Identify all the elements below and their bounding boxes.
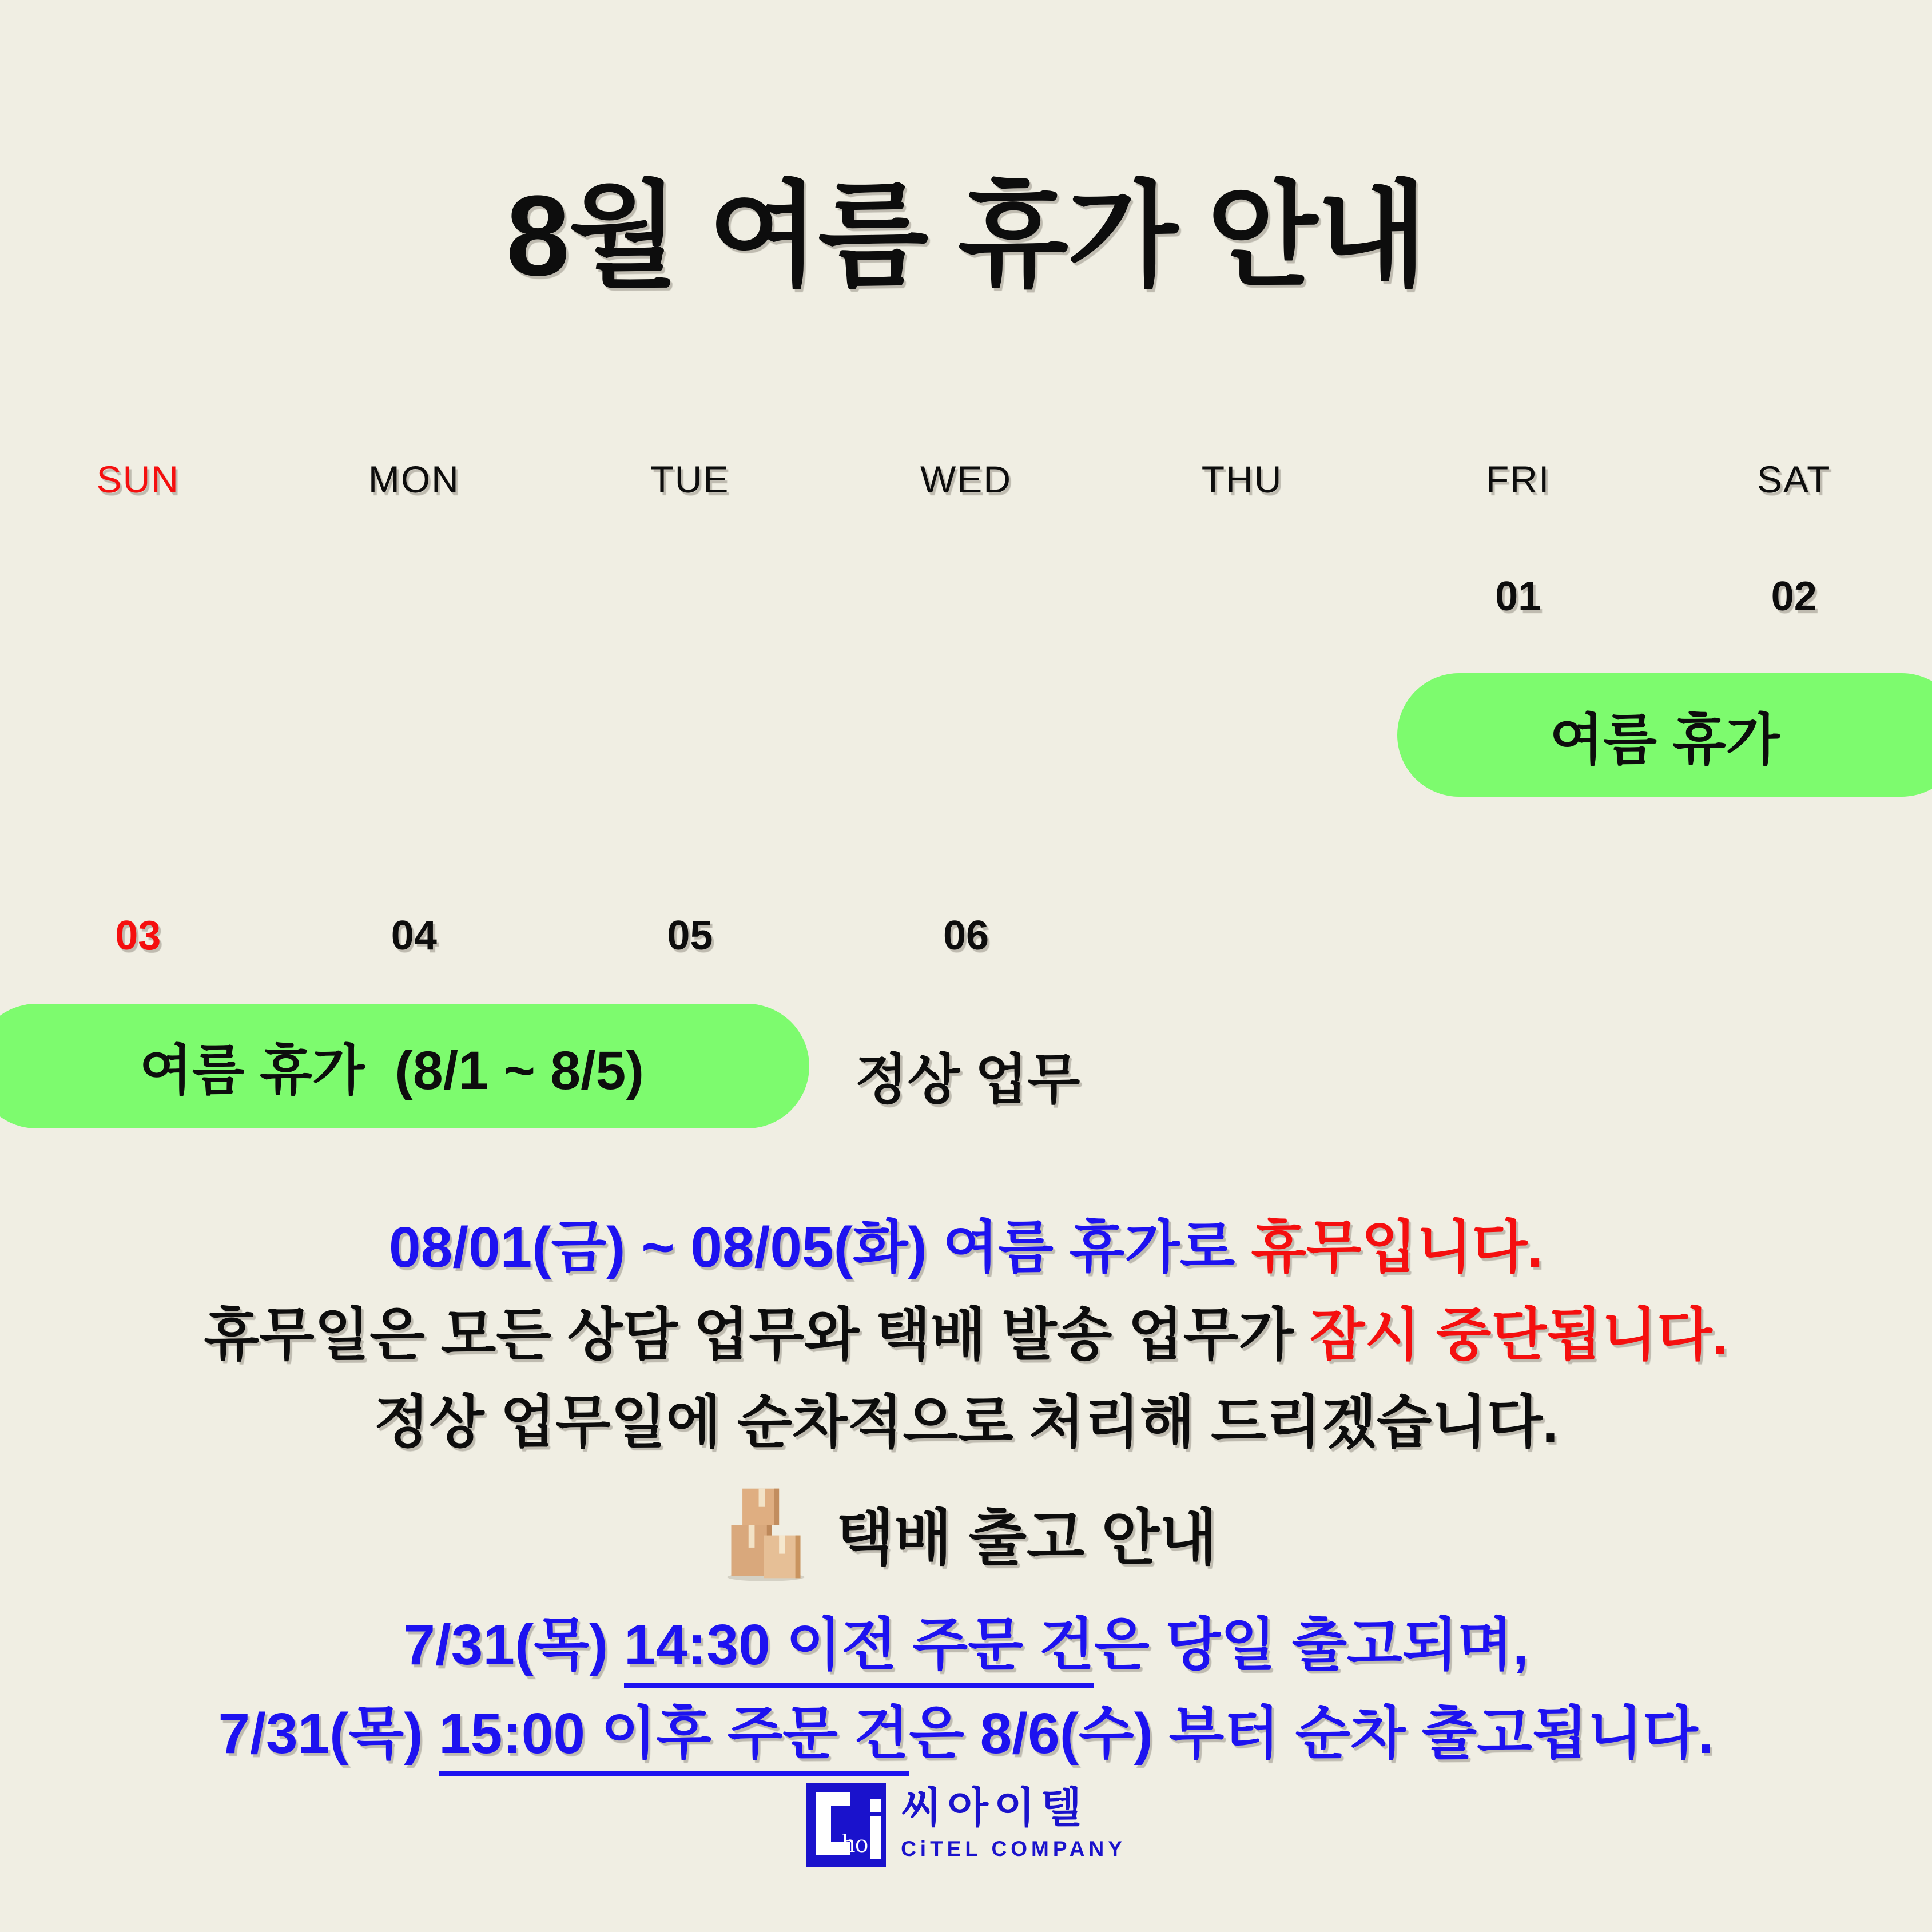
page-title: 8월 여름 휴가 안내 [506,172,1426,300]
date-02: 02 [1771,574,1817,619]
shipping-line-1 [0,1599,1932,1681]
day-header-fri: FRI [1485,458,1551,500]
shipping-line-1-underlined: 14:30 이전 주문 건 [624,1613,1094,1688]
package-boxes-icon [715,1482,817,1584]
day-header-wed: WED [920,458,1012,500]
logo-letter-i-dot [870,1799,881,1812]
normal-work-label: 정상 업무 [854,1050,1080,1110]
notice-line-1 [0,1201,1932,1283]
shipping-line-2-pre: 7/31(목) [218,1702,439,1766]
company-name-english: CiTEL COMPANY [901,1837,1126,1861]
date-03: 03 [115,913,161,959]
shipping-heading-text: 택배 출고 안내 [836,1505,1218,1572]
date-06: 06 [943,913,989,959]
week2-dates-row [0,912,1932,959]
notice-line-1-red: 휴무입니다. [1251,1215,1543,1279]
logo-letters-ho: ho [842,1828,869,1858]
day-header-tue: TUE [650,458,730,500]
date-05: 05 [667,913,713,959]
shipping-line-1-pre: 7/31(목) [403,1613,624,1677]
notice-line-2-red: 잠시 중단됩니다. [1309,1303,1728,1367]
shipping-heading-row [0,1480,1932,1586]
day-header-row [0,458,1932,501]
day-header-sat: SAT [1756,458,1831,500]
shipping-line-2 [0,1687,1932,1770]
vacation-pill-week1-label: 여름 휴가 [1549,709,1780,771]
logo-letter-i-stem [870,1816,881,1859]
notice-line-2 [0,1289,1932,1371]
company-name-korean: 씨아이텔 [901,1784,1087,1831]
day-header-sun: SUN [96,458,180,500]
vacation-pill-week1 [1397,673,1932,797]
notice-line-1-blue: 08/01(금) ~ 08/05(화) 여름 휴가로 [388,1215,1251,1279]
shipping-line-2-post: 은 8/6(수) 부터 순차 출고됩니다. [909,1702,1714,1766]
notice-line-3: 정상 업무일에 순차적으로 처리해 드리겠습니다. [373,1390,1559,1454]
date-04: 04 [391,913,437,959]
shipping-line-2-underlined: 15:00 이후 주문 건 [439,1702,909,1776]
company-logo [0,1783,1932,1867]
shipping-line-1-post: 은 당일 출고되며, [1094,1613,1529,1677]
logo-text-block [901,1783,1126,1859]
vacation-pill-week2-label: 여름 휴가 (8/1 ~ 8/5) [140,1040,644,1101]
logo-letter-c-arm-top [816,1792,850,1806]
day-header-thu: THU [1201,458,1283,500]
week1-dates-row [0,573,1932,620]
vacation-pill-week2 [0,1004,809,1128]
choi-logo-mark [806,1783,886,1867]
date-01: 01 [1495,574,1541,619]
day-header-mon: MON [368,458,460,500]
notice-line-2-black: 휴무일은 모든 상담 업무와 택배 발송 업무가 [204,1303,1310,1367]
